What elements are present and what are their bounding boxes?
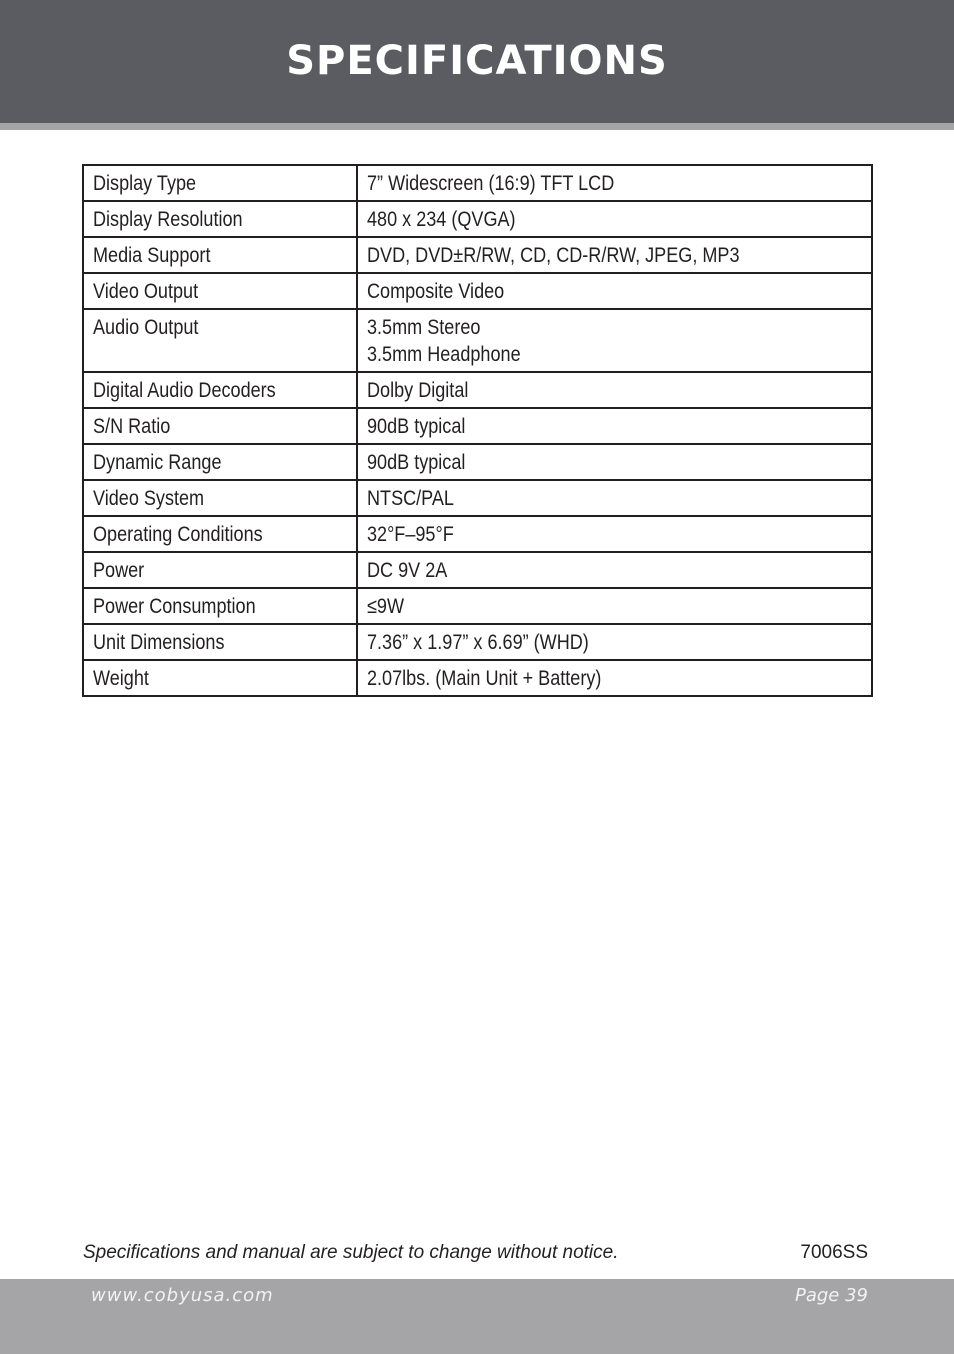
table-row (83, 201, 872, 237)
table-row (83, 408, 872, 444)
spec-value: 3.5mm Headphone (367, 343, 521, 366)
spec-value-cell (357, 372, 872, 408)
table-row (83, 273, 872, 309)
table-row (83, 237, 872, 273)
spec-value-cell (357, 588, 872, 624)
spec-label: Video Output (93, 280, 199, 303)
spec-label: Media Support (93, 244, 211, 267)
spec-label-cell (83, 408, 357, 444)
spec-value-cell (357, 516, 872, 552)
spec-label-cell (83, 237, 357, 273)
table-row (83, 444, 872, 480)
spec-label: Power (93, 559, 145, 582)
table-row (83, 480, 872, 516)
spec-value-cell (357, 444, 872, 480)
spec-label-cell (83, 480, 357, 516)
spec-label-cell (83, 624, 357, 660)
spec-value: 480 x 234 (QVGA) (367, 208, 516, 231)
spec-value-cell (357, 273, 872, 309)
spec-label: Digital Audio Decoders (93, 379, 276, 402)
model-number: 7006SS (800, 1242, 868, 1263)
spec-value-cell (357, 165, 872, 201)
spec-value: Composite Video (367, 280, 505, 303)
spec-label-cell (83, 444, 357, 480)
spec-value: 2.07lbs. (Main Unit + Battery) (367, 667, 602, 690)
spec-label: Operating Conditions (93, 523, 263, 546)
table-row (83, 660, 872, 696)
table-row (83, 624, 872, 660)
spec-label-cell (83, 588, 357, 624)
table-row (83, 309, 872, 372)
spec-value-cell (357, 309, 872, 372)
change-notice: Specifications and manual are subject to change without notice. (83, 1242, 619, 1263)
spec-label-cell (83, 516, 357, 552)
footer-url: www.cobyusa.com (91, 1285, 274, 1306)
spec-label: Weight (93, 667, 149, 690)
spec-value-cell (357, 660, 872, 696)
spec-label: Display Type (93, 172, 197, 195)
spec-label-cell (83, 201, 357, 237)
spec-value: 7.36” x 1.97” x 6.69” (WHD) (367, 631, 589, 654)
spec-value-cell (357, 552, 872, 588)
page-number: Page 39 (794, 1285, 868, 1306)
spec-label: Power Consumption (93, 595, 256, 618)
table-row (83, 372, 872, 408)
spec-label-cell (83, 552, 357, 588)
spec-label-cell (83, 660, 357, 696)
spec-value-cell (357, 201, 872, 237)
spec-value-cell (357, 480, 872, 516)
spec-value: 32°F–95°F (367, 523, 454, 546)
spec-value-cell (357, 624, 872, 660)
spec-value: 3.5mm Stereo (367, 316, 481, 339)
spec-label-cell (83, 165, 357, 201)
spec-label-cell (83, 309, 357, 372)
spec-value: DVD, DVD±R/RW, CD, CD-R/RW, JPEG, MP3 (367, 244, 740, 267)
page-title: SPECIFICATIONS (286, 38, 668, 84)
table-row (83, 516, 872, 552)
spec-label: Audio Output (93, 316, 199, 339)
spec-label: Display Resolution (93, 208, 243, 231)
spec-value: ≤9W (367, 595, 405, 618)
table-row (83, 552, 872, 588)
spec-label-cell (83, 273, 357, 309)
table-row (83, 588, 872, 624)
spec-value: 90dB typical (367, 451, 466, 474)
header-divider (0, 123, 954, 130)
spec-value: 7” Widescreen (16:9) TFT LCD (367, 172, 615, 195)
spec-value: NTSC/PAL (367, 487, 454, 510)
specifications-table (82, 164, 873, 697)
table-row (83, 165, 872, 201)
spec-label-cell (83, 372, 357, 408)
spec-label: Dynamic Range (93, 451, 222, 474)
spec-value-cell (357, 408, 872, 444)
spec-label: Unit Dimensions (93, 631, 225, 654)
spec-label: S/N Ratio (93, 415, 171, 438)
spec-value: DC 9V 2A (367, 559, 448, 582)
spec-value: 90dB typical (367, 415, 466, 438)
spec-value: Dolby Digital (367, 379, 469, 402)
spec-value-cell (357, 237, 872, 273)
spec-label: Video System (93, 487, 205, 510)
